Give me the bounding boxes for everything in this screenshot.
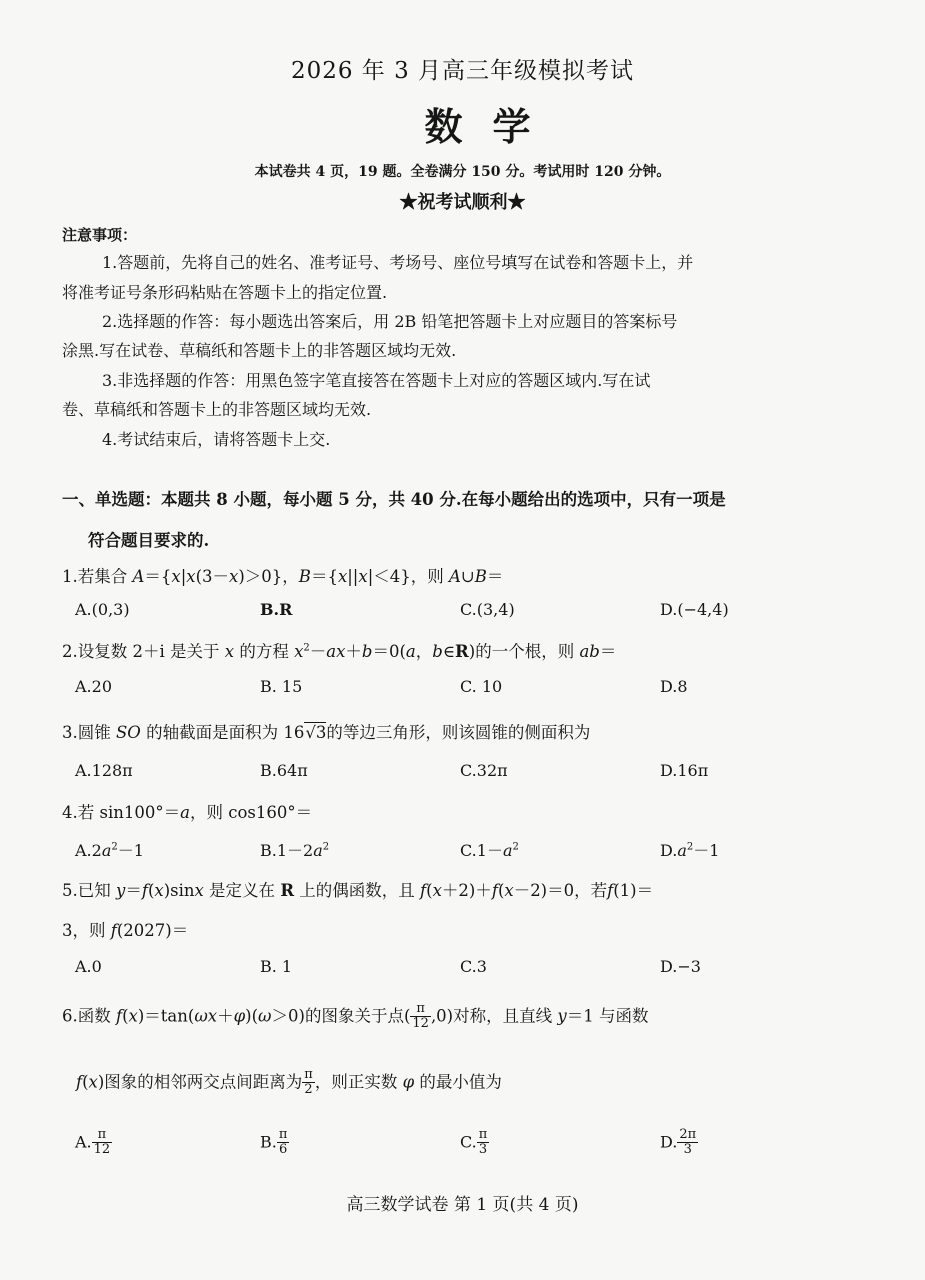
q2-option-d: D.8 [660, 677, 688, 696]
subject-title: 数学 [424, 104, 561, 149]
page-footer: 高三数学试卷 第 1 页(共 4 页) [346, 1195, 579, 1215]
q4-option-c: $C.1-a^2$ [460, 841, 519, 860]
question-2: 2.设复数 2＋i 是关于 x 的方程 $x^2-ax+b=0(a$，b∈R)的一个根，则 ab＝ [62, 642, 617, 661]
section-heading: 一、单选题：本题共 8 小题，每小题 5 分，共 40 分.在每小题给出的选项中，只有一项是 [62, 490, 726, 509]
q5-option-b: B. 1 [260, 957, 293, 976]
q3-option-c: C.32π [460, 761, 508, 780]
q5-option-a: A.0 [75, 957, 102, 976]
question-4: 4.若 sin100°＝a，则 cos160°＝ [62, 803, 313, 822]
q4-option-d: $D.a^2-1$ [660, 841, 720, 860]
question-5-cont: 3，则 f(2027)＝ [62, 921, 189, 940]
section-heading-cont: 符合题目要求的. [88, 531, 210, 550]
notice-item-3: 3.非选择题的作答：用黑色签字笔直接答在答题卡上对应的答题区域内.写在试 [102, 371, 651, 390]
q3-option-a: A.128π [75, 761, 133, 780]
exam-title: 2026 年 3 月高三年级模拟考试 [290, 58, 635, 84]
q5-option-d: D.−3 [660, 957, 701, 976]
notice-heading: 注意事项： [62, 226, 138, 244]
q2-option-a: A.20 [75, 677, 112, 696]
exam-info: 本试卷共 4 页，19 题。全卷满分 150 分。考试用时 120 分钟。 [254, 164, 671, 180]
notice-item-1-cont: 将准考证号条形码粘贴在答题卡上的指定位置. [62, 283, 388, 302]
notice-item-1: 1.答题前，先将自己的姓名、准考证号、考场号、座位号填写在试卷和答题卡上，并 [102, 253, 694, 272]
q6-option-d: D. $\frac{2\pi}{3}$ [660, 1127, 697, 1158]
q1-option-d: D.(−4,4) [660, 600, 729, 619]
q3-option-b: B.64π [260, 761, 308, 780]
q6-option-a: A. $\frac{\pi}{12}$ [75, 1127, 111, 1158]
q2-option-b: B. 15 [260, 677, 303, 696]
notice-item-2-cont: 涂黑.写在试卷、草稿纸和答题卡上的非答题区域均无效. [62, 341, 457, 360]
q1-option-a: A.(0,3) [75, 600, 130, 619]
q2-option-c: C. 10 [460, 677, 503, 696]
q4-option-a: $A.2a^2-1$ [75, 841, 144, 860]
q6-option-b: B. $\frac{\pi}{6}$ [260, 1127, 288, 1158]
question-5: 5.已知 y＝f(x)sinx 是定义在 R 上的偶函数，且 f(x＋2)＋f(x－2)＝0，若f(1)＝ [62, 881, 654, 900]
notice-item-3-cont: 卷、草稿纸和答题卡上的非答题区域均无效. [62, 400, 372, 419]
q1-option-c: C.(3,4) [460, 600, 515, 619]
question-3: 3.圆锥 SO 的轴截面是面积为 16√3的等边三角形，则该圆锥的侧面积为 [62, 723, 591, 742]
question-6-cont: f(x)图象的相邻两交点间距离为 $\frac{\pi}{2}$ ，则正实数 φ 的最小值为 [76, 1067, 502, 1098]
q6-option-c: C. $\frac{\pi}{3}$ [460, 1127, 488, 1158]
notice-item-4: 4.考试结束后，请将答题卡上交. [102, 430, 331, 449]
q3-option-d: D.16π [660, 761, 709, 780]
q5-option-c: C.3 [460, 957, 487, 976]
question-1: 1.若集合 A＝{x|x(3－x)＞0}，B＝{x||x|＜4}，则 A∪B＝ [62, 567, 504, 586]
q1-option-b: B.R [260, 600, 293, 619]
blessing-line: ★祝考试顺利★ [399, 192, 526, 213]
q4-option-b: $B.1-2a^2$ [260, 841, 330, 860]
question-6: 6.函数 f(x)＝tan(ωx＋φ)(ω＞0)的图象关于点( $\frac{\pi}{12}$ ,0)对称，且直线 y＝1 与函数 [62, 1001, 649, 1032]
notice-item-2: 2.选择题的作答：每小题选出答案后，用 2B 铅笔把答题卡上对应题目的答案标号 [102, 312, 678, 331]
